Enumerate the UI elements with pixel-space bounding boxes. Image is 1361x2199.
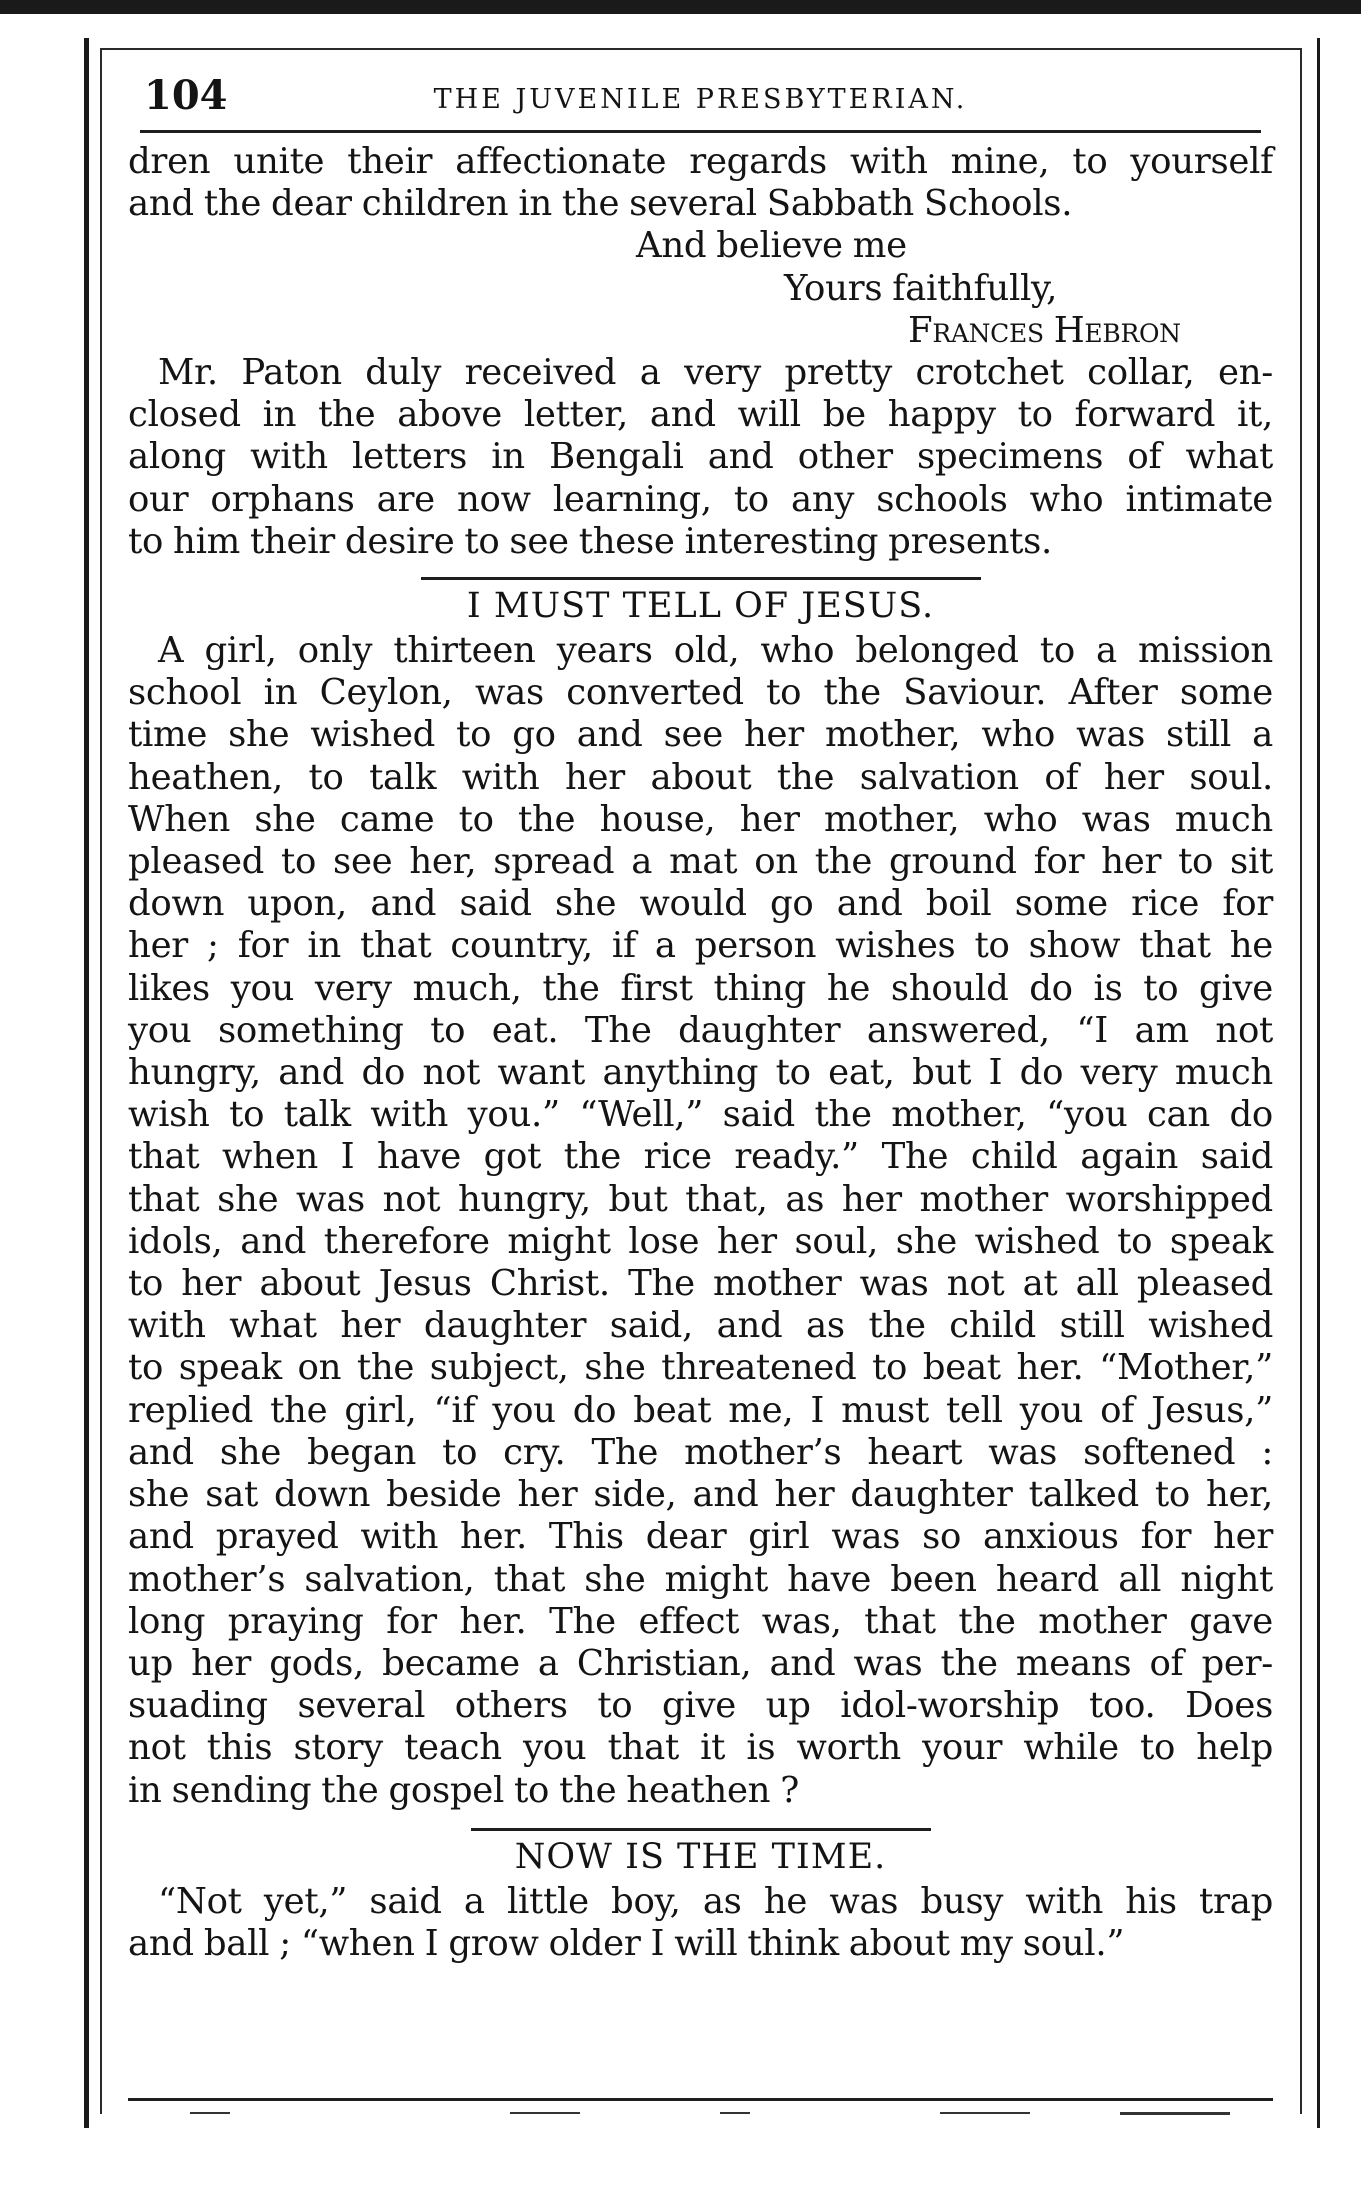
text-line: Mr. Paton duly received a very pretty crotchet collar, en- [158, 352, 1273, 394]
footer-speckles [160, 2110, 1260, 2116]
story-heading: NOW IS THE TIME. [514, 1836, 887, 1877]
text-line: pleased to see her, spread a mat on the ground for her to sit [128, 841, 1273, 883]
text-line: her ; for in that country, if a person wishes to show that he [128, 925, 1273, 967]
text-line: closed in the above letter, and will be happy to forward it, [128, 394, 1273, 436]
text-line: likes you very much, the first thing he should do is to give [128, 967, 1273, 1009]
text-line: to her about Jesus Christ. The mother was not at all pleased [128, 1263, 1273, 1305]
page-number: 104 [144, 72, 228, 119]
text-line: and ball ; “when I grow older I will think about my soul.” [128, 1922, 1125, 1964]
text-line: she sat down beside her side, and her daughter talked to her, [128, 1474, 1273, 1516]
story-heading: I MUST TELL OF JESUS. [466, 586, 935, 627]
text-line: dren unite their affectionate regards with mine, to yourself [128, 141, 1273, 182]
text-line: hungry, and do not want anything to eat, but I do very much [128, 1052, 1273, 1094]
text-line: mother’s salvation, that she might have been heard all night [128, 1558, 1273, 1600]
text-line: and the dear children in the several Sabbath Schools. [128, 183, 1073, 225]
text-line: in sending the gospel to the heathen ? [128, 1769, 799, 1811]
text-line: to speak on the subject, she threatened to beat her. “Mother,” [128, 1347, 1273, 1389]
footer-rule [128, 2098, 1273, 2101]
text-line: long praying for her. The effect was, that the mother gave [128, 1600, 1273, 1642]
page-header [128, 62, 1273, 130]
text-line: suading several others to give up idol-worship too. Does [128, 1685, 1273, 1727]
signature: Frances Hebron [908, 309, 1181, 351]
letter-ending [128, 141, 1273, 352]
text-line: along with letters in Bengali and other specimens of what [128, 436, 1273, 478]
text-line: you something to eat. The daughter answered, “I am not [128, 1009, 1273, 1051]
section-rule [421, 577, 981, 580]
header-rule [140, 130, 1261, 133]
top-edge-bar [0, 0, 1361, 14]
text-line: with what her daughter said, and as the child still wished [128, 1305, 1273, 1347]
text-line: “Not yet,” said a little boy, as he was busy with his trap [158, 1880, 1273, 1922]
text-line: and she began to cry. The mother’s heart was softened : [128, 1431, 1273, 1473]
closing-line: And believe me [636, 225, 907, 267]
text-line: idols, and therefore might lose her soul, she wished to speak [128, 1220, 1273, 1262]
closing-line: Yours faithfully, [784, 267, 1058, 309]
text-line: our orphans are now learning, to any schools who intimate [128, 478, 1273, 520]
text-line: replied the girl, “if you do beat me, I must tell you of Jesus,” [128, 1389, 1273, 1431]
text-line: When she came to the house, her mother, who was much [128, 798, 1273, 840]
running-title: THE JUVENILE PRESBYTERIAN. [433, 84, 968, 115]
story-paragraph [128, 630, 1273, 1812]
text-line: A girl, only thirteen years old, who belonged to a mission [158, 630, 1273, 672]
text-line: down upon, and said she would go and boil some rice for [128, 883, 1273, 925]
text-line: that she was not hungry, but that, as her mother worshipped [128, 1178, 1273, 1220]
note-paragraph [128, 352, 1273, 563]
story-paragraph [128, 1881, 1273, 1965]
page-content [128, 62, 1273, 1965]
section-rule [471, 1828, 931, 1831]
text-line: and prayed with her. This dear girl was so anxious for her [128, 1516, 1273, 1558]
text-line: heathen, to talk with her about the salvation of her soul. [128, 756, 1273, 798]
text-line: school in Ceylon, was converted to the Saviour. After some [128, 672, 1273, 714]
text-line: that when I have got the rice ready.” The child again said [128, 1136, 1273, 1178]
text-line: to him their desire to see these interesting presents. [128, 520, 1053, 562]
text-line: wish to talk with you.” “Well,” said the mother, “you can do [128, 1094, 1273, 1136]
text-line: not this story teach you that it is worth your while to help [128, 1727, 1273, 1769]
text-line: up her gods, became a Christian, and was the means of per- [128, 1642, 1273, 1684]
text-line: time she wished to go and see her mother, who was still a [128, 714, 1273, 756]
